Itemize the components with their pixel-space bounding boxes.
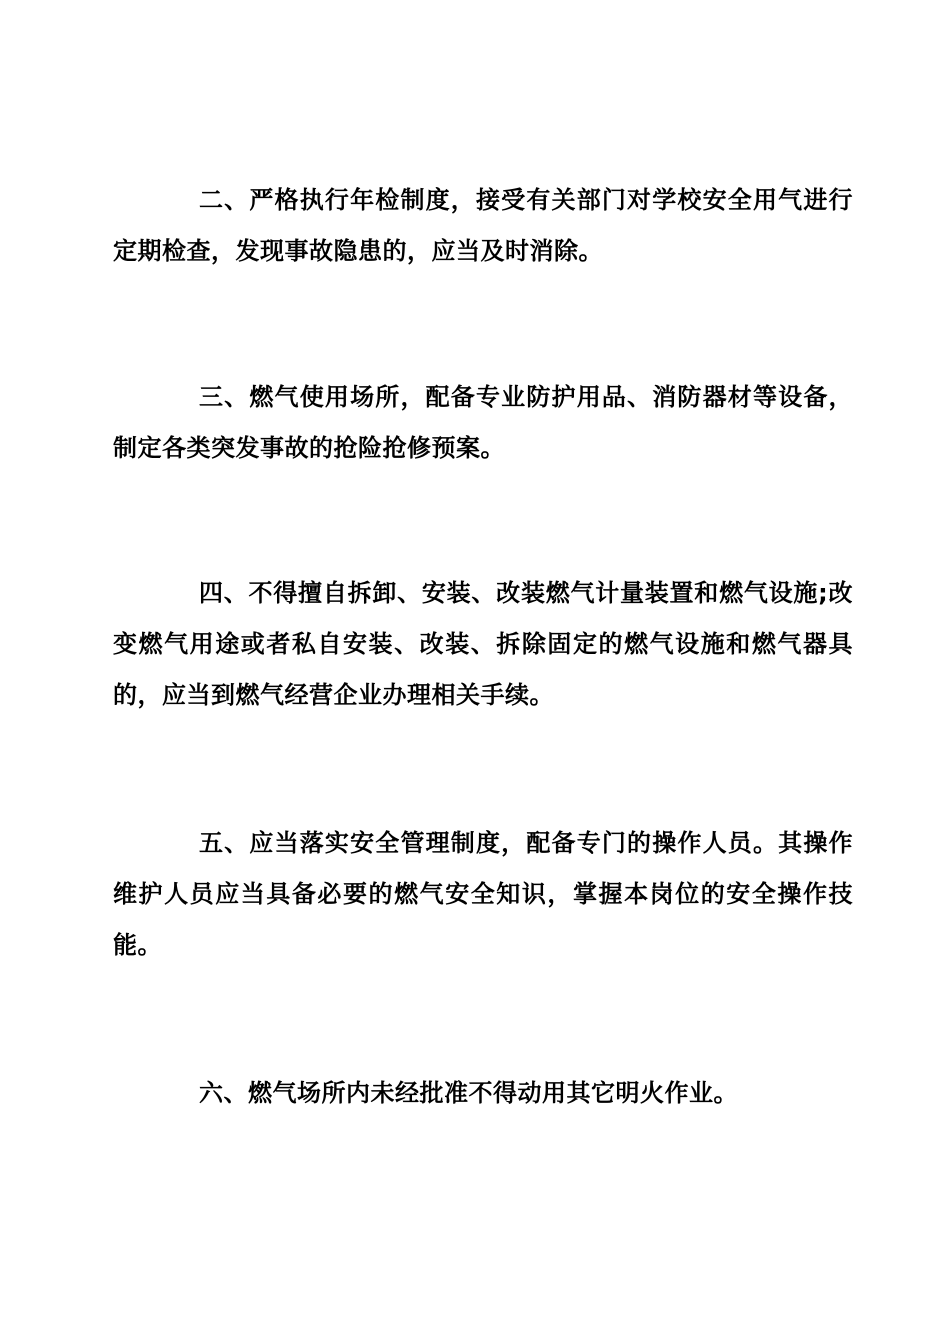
- paragraph-item-6: 六、燃气场所内未经批准不得动用其它明火作业。: [199, 1079, 738, 1107]
- paragraph-item-4: 四、不得擅自拆卸、安装、改装燃气计量装置和燃气设施;改变燃气用途或者私自安装、改装、拆除固定的燃气设施和燃气器具的，应当到燃气经营企业办理相关手续。: [113, 579, 853, 709]
- paragraph-item-5: 五、应当落实安全管理制度，配备专门的操作人员。其操作维护人员应当具备必要的燃气安全知识，掌握本岗位的安全操作技能。: [113, 829, 853, 959]
- paragraph-item-2: 二、严格执行年检制度，接受有关部门对学校安全用气进行定期检查，发现事故隐患的，应当及时消除。: [113, 186, 853, 265]
- paragraph-item-3: 三、燃气使用场所，配备专业防护用品、消防器材等设备，制定各类突发事故的抢险抢修预案。: [113, 383, 853, 462]
